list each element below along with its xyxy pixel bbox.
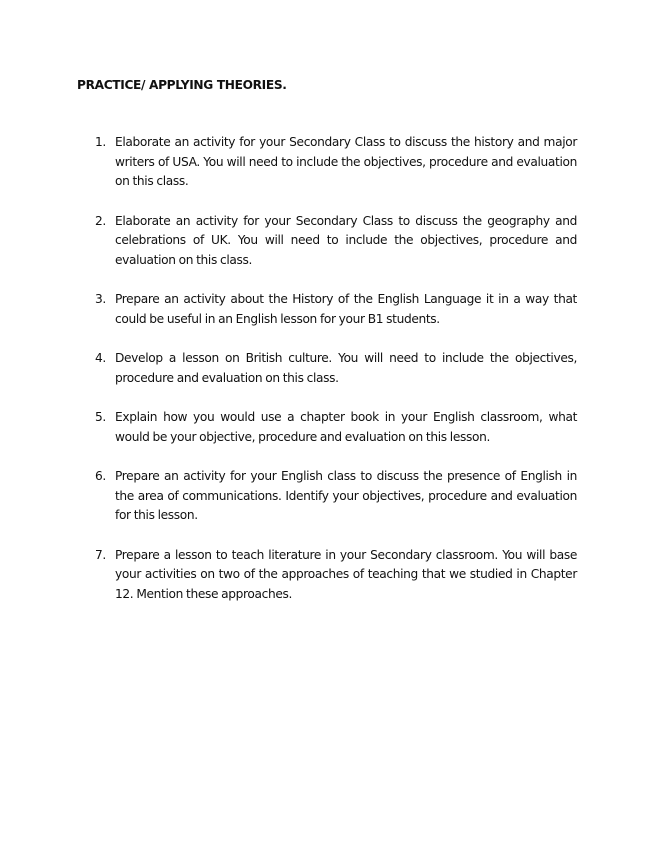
list-item-number: 2.	[95, 213, 106, 228]
list-item-number: 1.	[95, 135, 106, 149]
list-item-number: 5.	[95, 410, 106, 425]
list-item-text: Prepare an activity for your English class to discuss the presence of English in the area of communications. Identify your objectives, procedure and evaluation for this lesson.	[115, 468, 577, 523]
list-item-text: Prepare an activity about the History of the English Language it in a way that could be useful in an English lesson for your B1 students.	[115, 292, 577, 326]
activity-list	[0, 133, 655, 624]
list-item-1	[0, 133, 655, 192]
list-item-number: 7.	[95, 547, 106, 562]
list-item-7	[0, 546, 655, 605]
list-item-number: 6.	[95, 468, 106, 483]
list-item-text: Explain how you would use a chapter book in your English classroom, what would be your objective, procedure and evaluation on this lesson.	[115, 410, 577, 444]
list-item-text: Elaborate an activity for your Secondary Class to discuss the history and major writers of USA. You will need to include the objectives, procedure and evaluation on this class.	[115, 135, 577, 189]
document-title: PRACTICE/ APPLYING THEORIES.	[77, 78, 287, 92]
list-item-5	[0, 408, 655, 447]
list-item-text: Prepare a lesson to teach literature in your Secondary classroom. You will base your activities on two of the approaches of teaching that we studied in Chapter 12. Mention these approaches.	[115, 547, 577, 601]
list-item-text: Develop a lesson on British culture. You will need to include the objectives, procedure and evaluation on this class.	[115, 351, 577, 385]
list-item-3	[0, 290, 655, 329]
list-item-number: 3.	[95, 292, 106, 307]
list-item-text: Elaborate an activity for your Secondary Class to discuss the geography and celebrations of UK. You will need to include the objectives, procedure and evaluation on this class.	[115, 213, 577, 268]
list-item-6	[0, 467, 655, 526]
list-item-number: 4.	[95, 351, 106, 366]
list-item-4	[0, 349, 655, 388]
list-item-2	[0, 212, 655, 271]
